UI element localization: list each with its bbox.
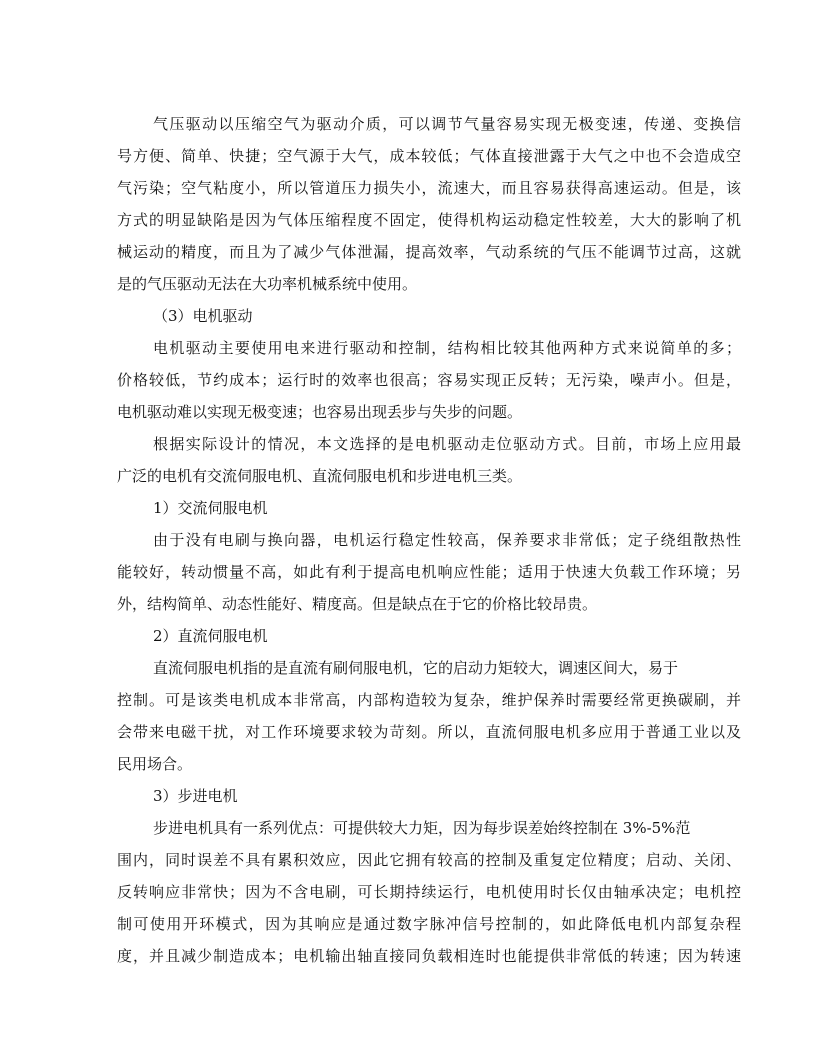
text-line: 根据实际设计的情况，本文选择的是电机驱动走位驱动方式。目前，市场上应用最 <box>153 435 741 453</box>
paragraph-motor-drive <box>117 332 741 428</box>
text-line: 气压驱动以压缩空气为驱动介质，可以调节气量容易实现无极变速，传递、变换信 <box>153 115 741 133</box>
text-line: 由于没有电刷与换向器，电机运行稳定性较高，保养要求非常低；定子绕组散热性 <box>153 531 741 549</box>
text-line: 械运动的精度，而且为了减少气体泄漏，提高效率，气动系统的气压不能调节过高，这就 <box>117 243 741 261</box>
text-line: 控制。可是该类电机成本非常高，内部构造较为复杂，维护保养时需要经常更换碳刷，并 <box>117 691 741 709</box>
text-line: 反转响应非常快；因为不含电刷，可长期持续运行，电机使用时长仅由轴承决定；电机控 <box>117 883 741 901</box>
text-line: 电机驱动难以实现无极变速；也容易出现丢步与失步的问题。 <box>117 403 523 421</box>
text-line: 气污染；空气粘度小，所以管道压力损失小，流速大，而且容易获得高速运动。但是，该 <box>117 179 741 197</box>
subsection-heading-ac-servo: 1）交流伺服电机 <box>153 499 268 517</box>
text-line: 广泛的电机有交流伺服电机、直流伺服电机和步进电机三类。 <box>117 467 523 485</box>
text-line: 度，并且减少制造成本；电机输出轴直接同负载相连时也能提供非常低的转速；因为转速 <box>117 947 741 965</box>
paragraph-dc-servo <box>117 652 741 780</box>
text-line: 方式的明显缺陷是因为气体压缩程度不固定，使得机构运动稳定性较差，大大的影响了机 <box>117 211 741 229</box>
text-line: 电机驱动主要使用电来进行驱动和控制，结构相比较其他两种方式来说简单的多； <box>153 339 741 357</box>
paragraph-ac-servo <box>117 524 741 620</box>
text-line: 制可使用开环模式，因为其响应是通过数字脉冲信号控制的，如此降低电机内部复杂程 <box>117 915 741 933</box>
text-line: 能较好，转动惯量不高，如此有利于提高电机响应性能；适用于快速大负载工作环境；另 <box>117 563 741 581</box>
text-line: 民用场合。 <box>117 755 193 773</box>
text-line: 价格较低，节约成本；运行时的效率也很高；容易实现正反转；无污染，噪声小。但是， <box>117 371 741 389</box>
text-line: 号方便、简单、快捷；空气源于大气，成本较低；气体直接泄露于大气之中也不会造成空 <box>117 147 741 165</box>
paragraph-selection <box>117 428 741 492</box>
section-heading-motor-drive: （3）电机驱动 <box>153 307 253 325</box>
paragraph-stepper <box>117 812 741 972</box>
paragraph-pneumatic-drive <box>117 108 741 300</box>
document-body <box>117 108 741 972</box>
text-line: 步进电机具有一系列优点：可提供较大力矩，因为每步误差始终控制在 3%-5%范 <box>153 819 691 837</box>
text-line: 是的气压驱动无法在大功率机械系统中使用。 <box>117 275 418 293</box>
subsection-heading-stepper: 3）步进电机 <box>153 787 238 805</box>
text-line: 外，结构简单、动态性能好、精度高。但是缺点在于它的价格比较昂贵。 <box>117 595 598 613</box>
text-line: 直流伺服电机指的是直流有刷伺服电机，它的启动力矩较大，调速区间大，易于 <box>153 659 679 677</box>
text-line: 围内，同时误差不具有累积效应，因此它拥有较高的控制及重复定位精度；启动、关闭、 <box>117 851 741 869</box>
subsection-heading-dc-servo: 2）直流伺服电机 <box>153 627 268 645</box>
text-line: 会带来电磁干扰，对工作环境要求较为苛刻。所以，直流伺服电机多应用于普通工业以及 <box>117 723 741 741</box>
